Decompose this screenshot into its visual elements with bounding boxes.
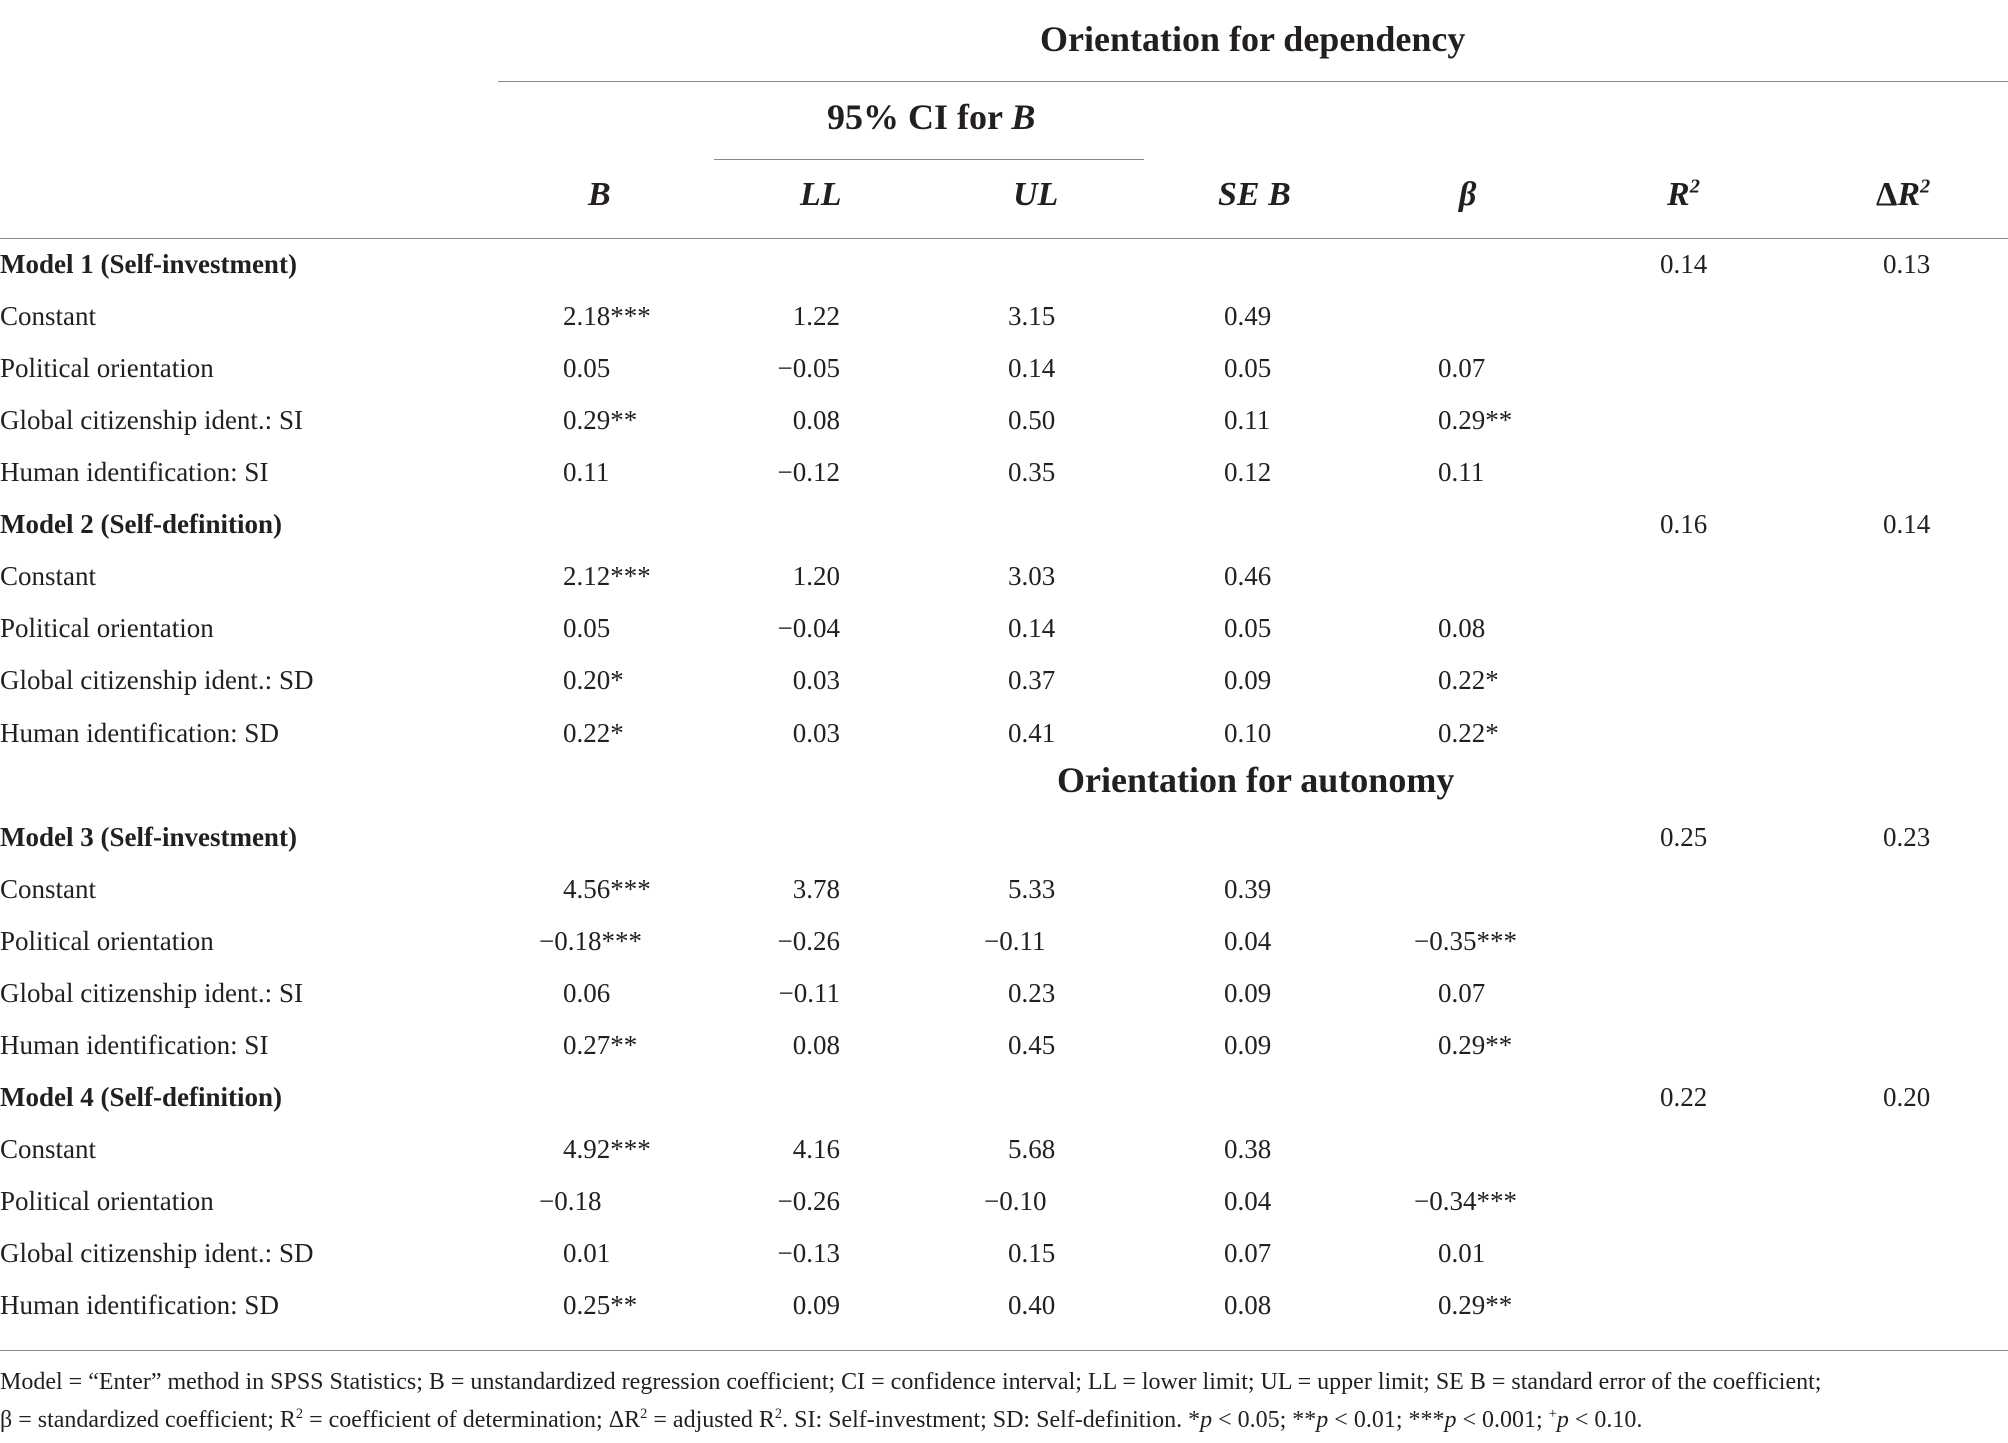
column-header-delta-r2: $\Delta R^2$: [1876, 175, 1931, 213]
column-header-se-b: SE B: [1218, 176, 1291, 213]
header-ci-for-b: 95% CI for B: [827, 97, 1036, 137]
table-row-model-4: Model 4 (Self-definition) 0.22 0.20: [0, 1082, 1931, 1112]
column-header-ul: UL: [1013, 176, 1059, 213]
header-rule-ci: [714, 159, 1144, 160]
table-row: Global citizenship ident.: SD 0.01 −0.13 0.15 0.07 0.01: [0, 1238, 1486, 1268]
table-row-model-1: Model 1 (Self-investment) 0.14 0.13: [0, 249, 1931, 279]
column-header-beta: β: [1459, 176, 1477, 213]
column-header-b: B: [588, 176, 611, 213]
table-footnote: [0, 1363, 2000, 1439]
table-row: Constant 4.92*** 4.16 5.68 0.38: [0, 1134, 1272, 1164]
table-row: Constant 2.12*** 1.20 3.03 0.46: [0, 561, 1272, 591]
footnote-line-1: Model = “Enter” method in SPSS Statistics; B = unstandardized regression coefficient; CI = confidence interval; LL = lower limit; UL = upper limit; SE B = standard error of the coefficient;: [0, 1369, 1822, 1395]
table-row: Human identification: SD 0.22* 0.03 0.41 0.10 0.22*: [0, 718, 1499, 748]
table-row: Political orientation −0.18 −0.26 −0.10 0.04 −0.34***: [0, 1186, 1517, 1216]
header-orientation-dependency: Orientation for dependency: [1040, 19, 1466, 59]
table-row-model-2: Model 2 (Self-definition) 0.16 0.14: [0, 509, 1931, 539]
table-row: Political orientation −0.18*** −0.26 −0.11 0.04 −0.35***: [0, 926, 1517, 956]
table-row: Constant 2.18*** 1.22 3.15 0.49: [0, 301, 1272, 331]
header-orientation-autonomy: Orientation for autonomy: [1057, 760, 1455, 800]
table-row-model-3: Model 3 (Self-investment) 0.25 0.23: [0, 822, 1931, 852]
table-row: Human identification: SI 0.11 −0.12 0.35 0.12 0.11: [0, 457, 1485, 487]
table-row: Human identification: SD 0.25** 0.09 0.40 0.08 0.29**: [0, 1290, 1513, 1320]
table-rule-bottom: [0, 1350, 2008, 1351]
table-row: Political orientation 0.05 −0.05 0.14 0.05 0.07: [0, 353, 1486, 383]
header-rule-top: [498, 81, 2008, 82]
footnote-line-2: β = standardized coefficient; $R^2$ = coefficient of determination; $\Delta R^2$ = adjusted $R^2$. SI: Self-investment; SD: Self-definition. *p < 0.05; **p < 0.01; ***p < 0.001; +p < 0.10.: [0, 1406, 1643, 1433]
table-row: Global citizenship ident.: SD 0.20* 0.03 0.37 0.09 0.22*: [0, 665, 1499, 695]
table-row: Human identification: SI 0.27** 0.08 0.45 0.09 0.29**: [0, 1030, 1513, 1060]
column-header-r2: $R^2$: [1667, 175, 1700, 213]
table-row: Political orientation 0.05 −0.04 0.14 0.05 0.08: [0, 613, 1486, 643]
column-header-ll: LL: [800, 176, 842, 213]
table-row: Constant 4.56*** 3.78 5.33 0.39: [0, 874, 1272, 904]
table-row: Global citizenship ident.: SI 0.29** 0.08 0.50 0.11 0.29**: [0, 405, 1513, 435]
table-row: Global citizenship ident.: SI 0.06 −0.11 0.23 0.09 0.07: [0, 978, 1486, 1008]
